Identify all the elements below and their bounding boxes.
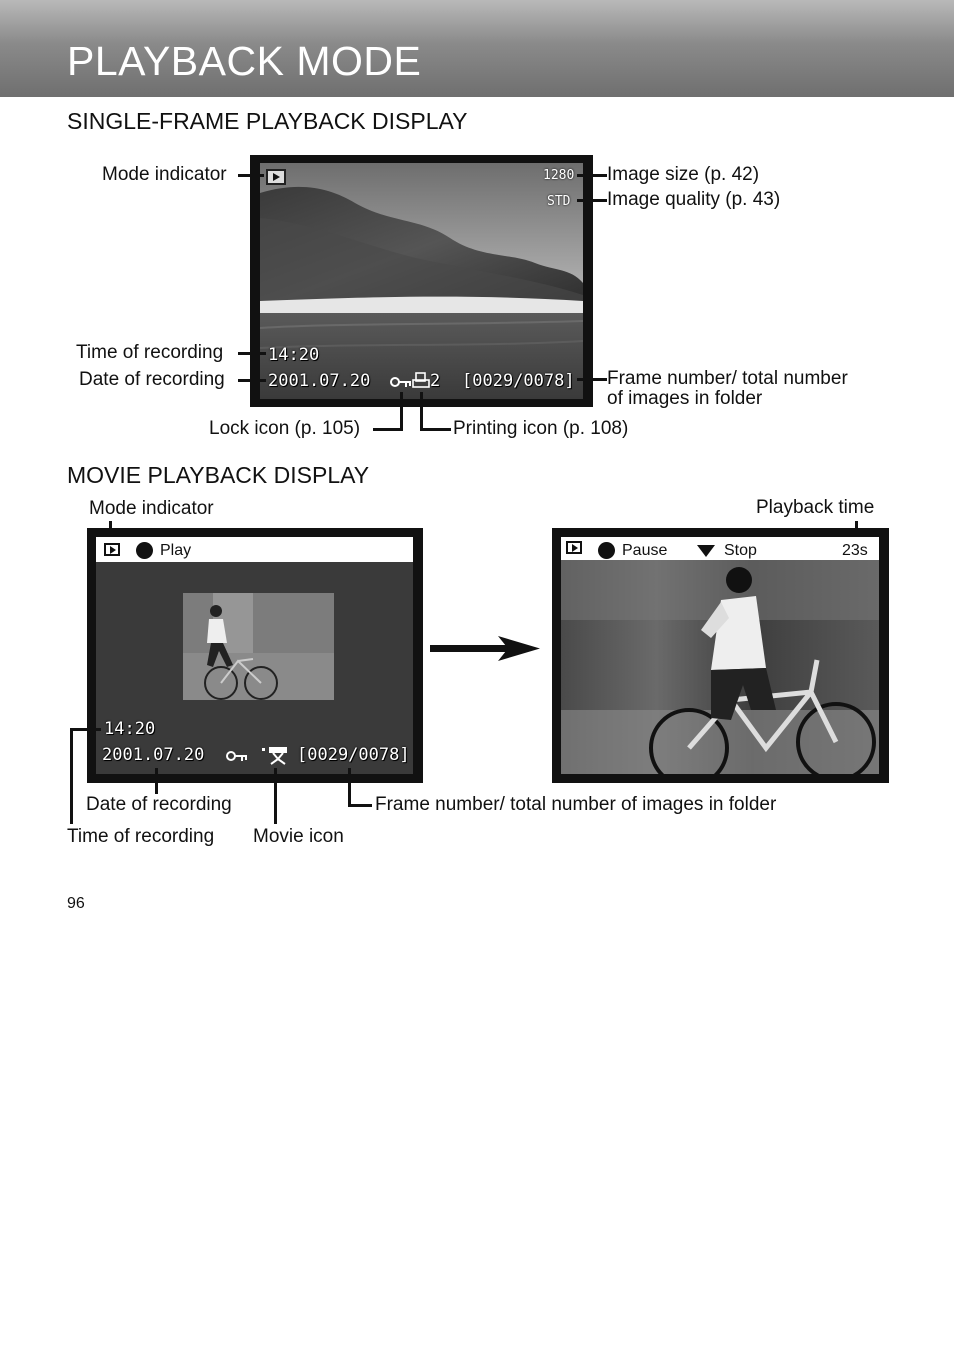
label-movie-frame-number: Frame number/ total number of images in folder xyxy=(375,794,777,815)
mode-indicator-icon xyxy=(266,169,286,185)
leader-line xyxy=(238,352,266,355)
leader-line xyxy=(577,199,607,202)
leader-line xyxy=(577,174,607,177)
label-lock-icon: Lock icon (p. 105) xyxy=(209,418,361,439)
label-frame-number-line2: of images in folder xyxy=(607,388,763,409)
movie-frame-photo xyxy=(561,560,879,774)
label-image-quality: Image quality (p. 43) xyxy=(607,189,781,210)
label-mode-indicator: Mode indicator xyxy=(102,164,227,185)
leader-line xyxy=(420,392,423,431)
movie-frame-readout: [0029/0078] xyxy=(297,745,410,765)
image-size-readout: 1280 xyxy=(543,168,575,183)
image-quality-readout: STD xyxy=(547,194,571,209)
movie-section-title: MOVIE PLAYBACK DISPLAY xyxy=(67,462,370,488)
page-number: 96 xyxy=(67,895,85,912)
leader-line xyxy=(348,768,351,807)
movie-mode-indicator-icon-right xyxy=(566,541,582,554)
leader-line xyxy=(400,392,403,431)
label-image-size: Image size (p. 42) xyxy=(607,164,760,185)
print-count-readout: 2 xyxy=(430,371,441,391)
movie-thumbnail xyxy=(183,593,334,700)
single-frame-section-title: SINGLE-FRAME PLAYBACK DISPLAY xyxy=(67,108,468,134)
stop-icon xyxy=(697,545,715,557)
movie-lock-icon xyxy=(226,749,248,767)
movie-time-readout: 14:20 xyxy=(104,719,156,739)
leader-line xyxy=(70,728,101,731)
frame-number-readout: [0029/0078] xyxy=(462,371,575,391)
label-date-of-recording: Date of recording xyxy=(79,369,225,390)
leader-line xyxy=(577,378,607,381)
lock-icon xyxy=(390,375,412,393)
leader-line xyxy=(373,428,403,431)
leader-line xyxy=(238,174,264,177)
leader-line xyxy=(155,768,158,794)
label-movie-icon: Movie icon xyxy=(253,826,344,847)
label-movie-mode-indicator: Mode indicator xyxy=(89,498,214,519)
pause-icon xyxy=(598,542,615,559)
page-title: PLAYBACK MODE xyxy=(67,38,422,84)
leader-line xyxy=(420,428,451,431)
leader-line xyxy=(348,804,372,807)
movie-mode-indicator-icon xyxy=(104,543,120,556)
right-arrow-icon xyxy=(430,636,542,667)
play-icon xyxy=(136,542,153,559)
play-label: Play xyxy=(160,542,192,559)
pause-label: Pause xyxy=(622,542,668,559)
label-movie-time-of-recording: Time of recording xyxy=(67,826,215,847)
label-movie-date-of-recording: Date of recording xyxy=(86,794,232,815)
stop-label: Stop xyxy=(724,542,757,559)
movie-date-readout: 2001.07.20 xyxy=(102,745,205,765)
date-readout: 2001.07.20 xyxy=(268,371,371,391)
label-printing-icon: Printing icon (p. 108) xyxy=(453,418,629,439)
movie-camera-icon xyxy=(261,745,289,770)
leader-line xyxy=(70,728,73,824)
time-readout: 14:20 xyxy=(268,345,320,365)
leader-line xyxy=(274,768,277,824)
leader-line xyxy=(238,379,266,382)
label-frame-number-line1: Frame number/ total number xyxy=(607,368,848,389)
label-playback-time: Playback time xyxy=(756,497,875,518)
elapsed-time-readout: 23s xyxy=(842,542,868,559)
label-time-of-recording: Time of recording xyxy=(76,342,224,363)
